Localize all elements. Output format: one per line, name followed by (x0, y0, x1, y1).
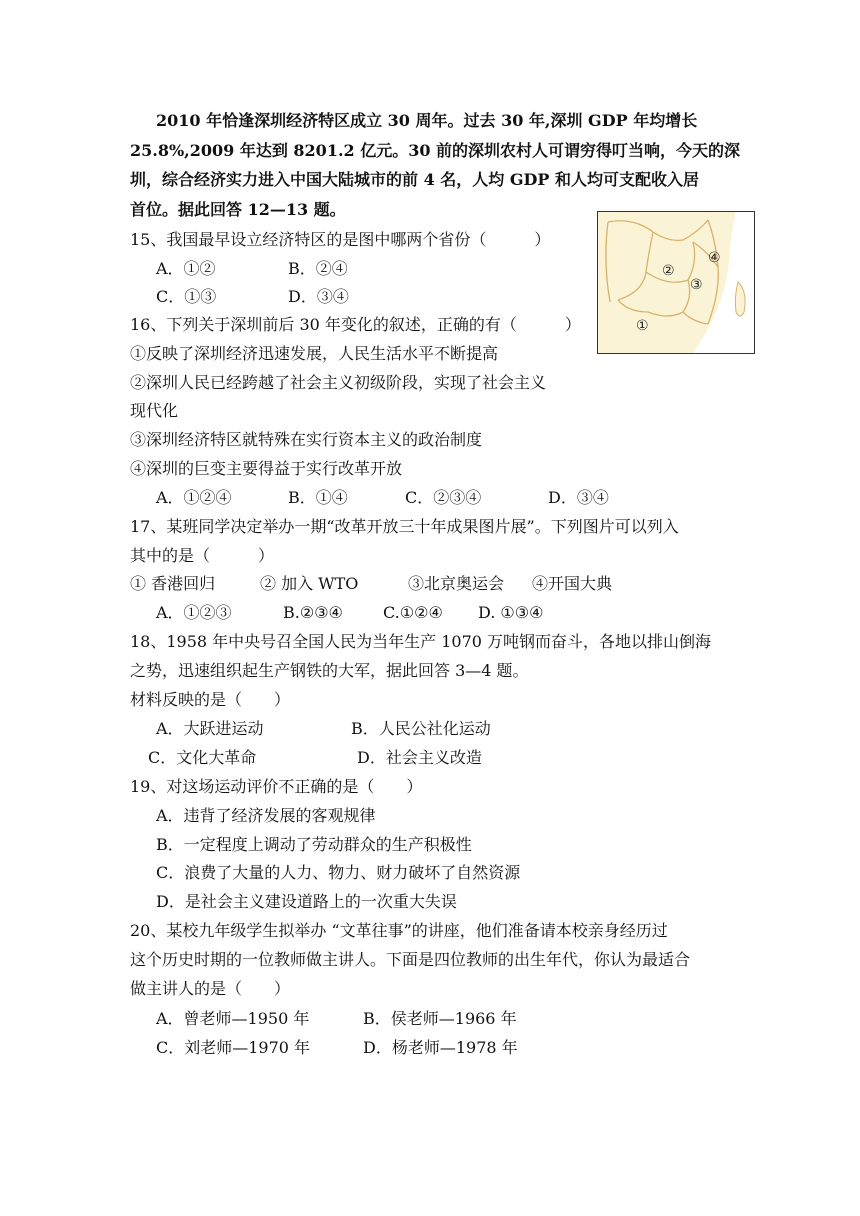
intro-line-3: 圳，综合经济实力进入中国大陆城市的前 4 名，人均 GDP 和人均可支配收入居 (130, 170, 699, 189)
q19-stem: 19、对这场运动评价不正确的是（ ） (130, 777, 423, 796)
q20-option-c: C．刘老师—1970 年 (156, 1038, 311, 1057)
q18-option-c: C．文化大革命 (148, 748, 257, 767)
q15-option-a: A．①② (156, 259, 216, 278)
q16-item-1: ①反映了深圳经济迅速发展，人民生活水平不断提高 (130, 344, 499, 363)
q20-stem-3: 做主讲人的是（ ） (130, 979, 291, 998)
map-figure (597, 211, 755, 354)
q15-option-c: C．①③ (156, 287, 217, 306)
q17-item-1: ① 香港回归 (130, 574, 216, 593)
q16-item-3: ③深圳经济特区就特殊在实行资本主义的政治制度 (130, 430, 483, 449)
q17-stem-1: 17、某班同学决定举办一期“改革开放三十年成果图片展”。下列图片可以列入 (130, 517, 679, 536)
q17-option-d: D. ①③④ (478, 603, 544, 622)
q16-option-b: B．①④ (288, 488, 348, 507)
q18-stem-2: 之势，迅速组织起生产钢铁的大军，据此回答 3—4 题。 (130, 661, 529, 680)
q17-item-2: ② 加入 WTO (260, 574, 359, 593)
q15-option-d: D．③④ (288, 287, 349, 306)
q16-item-4: ④深圳的巨变主要得益于实行改革开放 (130, 459, 403, 478)
map-label-3: ③ (690, 277, 703, 293)
q20-option-d: D．杨老师—1978 年 (363, 1038, 518, 1057)
q16-option-d: D．③④ (548, 488, 609, 507)
q18-stem-1: 18、1958 年中央号召全国人民为当年生产 1070 万吨钢而奋斗，各地以排山倒海 (130, 632, 712, 651)
q17-option-a: A．①②③ (156, 603, 232, 622)
q18-stem-3: 材料反映的是（ ） (130, 690, 291, 709)
intro-line-2: 25.8%,2009 年达到 8201.2 亿元。30 前的深圳农村人可谓穷得叮当响，今天的深 (130, 141, 741, 160)
q17-item-3: ③北京奥运会 (408, 574, 505, 593)
q19-option-a: A．违背了经济发展的客观规律 (156, 806, 376, 825)
q16-option-c: C．②③④ (405, 488, 482, 507)
q20-option-b: B．侯老师—1966 年 (363, 1009, 517, 1028)
q16-stem: 16、下列关于深圳前后 30 年变化的叙述，正确的有（ ） (130, 315, 581, 334)
q19-option-c: C．浪费了大量的人力、物力、财力破坏了自然资源 (156, 863, 521, 882)
q20-stem-2: 这个历史时期的一位教师做主讲人。下面是四位教师的出生年代，你认为最适合 (130, 950, 691, 969)
q18-option-d: D．社会主义改造 (357, 748, 482, 767)
q18-option-a: A．大跃进运动 (156, 719, 264, 738)
q16-option-a: A．①②④ (156, 488, 232, 507)
q16-item-2: ②深圳人民已经跨越了社会主义初级阶段，实现了社会主义 (130, 373, 547, 392)
intro-line-4: 首位。据此回答 12—13 题。 (130, 200, 346, 219)
q20-stem-1: 20、某校九年级学生拟举办 “文革往事”的讲座，他们准备请本校亲身经历过 (130, 921, 668, 940)
map-label-2: ② (662, 263, 675, 279)
q15-stem: 15、我国最早设立经济特区的是图中哪两个省份（ ） (130, 230, 551, 249)
q20-option-a: A．曾老师—1950 年 (156, 1009, 310, 1028)
q15-option-b: B．②④ (288, 259, 348, 278)
intro-line-1: 2010 年恰逢深圳经济特区成立 30 周年。过去 30 年,深圳 GDP 年均增长 (156, 111, 698, 130)
q17-item-4: ④开国大典 (532, 574, 613, 593)
q19-option-d: D．是社会主义建设道路上的一次重大失误 (156, 892, 457, 911)
q16-item-2-cont: 现代化 (130, 401, 179, 420)
map-label-1: ① (636, 318, 649, 334)
q17-stem-2: 其中的是（ ） (130, 546, 275, 565)
province-map (598, 212, 754, 353)
q18-option-b: B．人民公社化运动 (351, 719, 491, 738)
q17-option-c: C.①②④ (383, 603, 443, 622)
q17-option-b: B.②③④ (283, 603, 343, 622)
q19-option-b: B．一定程度上调动了劳动群众的生产积极性 (156, 835, 472, 854)
map-label-4: ④ (708, 250, 721, 266)
